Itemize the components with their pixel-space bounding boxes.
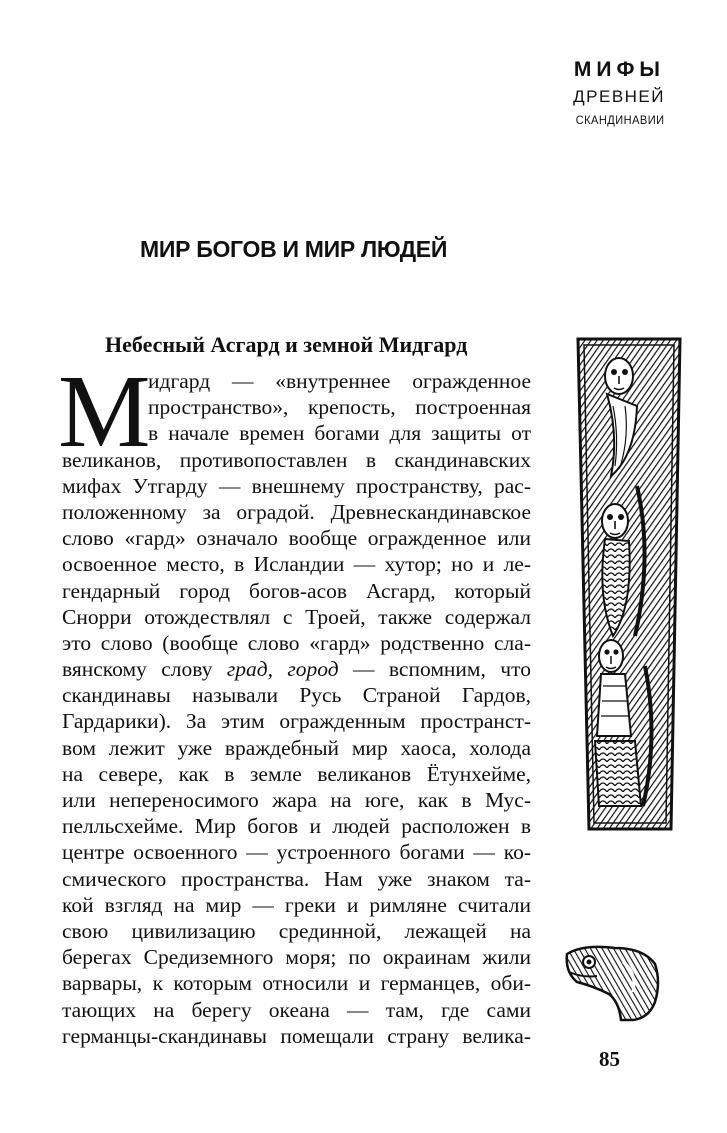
- text-line: вянскому слову град, город — вспомним, что: [62, 657, 531, 682]
- text-line: в начале времен богами для защиты от: [148, 421, 531, 446]
- chapter-title: МИР БОГОВ И МИР ЛЮДЕЙ: [140, 236, 448, 262]
- text-line: пространство», крепость, построенная: [148, 395, 531, 420]
- text-line: положенному за оградой. Древнескандинавское: [62, 499, 531, 524]
- running-header-line3: СКАНДИНАВИИ: [576, 113, 665, 127]
- text-line: это слово (вообще слово «гард» родственно сла-: [62, 630, 531, 655]
- text-line: германцы-скандинавы помещали страну велика-: [62, 1023, 531, 1048]
- text-line: тающих на берегу океана — там, где сами: [62, 997, 531, 1022]
- text-line: гендарный город богов-асов Асгард, который: [62, 578, 531, 603]
- carved-figures-illustration: [575, 336, 683, 832]
- text-line: освоенное место, в Исландии — хутор; но и ле-: [62, 552, 531, 577]
- text-line: берегах Средиземного моря; по окраинам жили: [62, 945, 531, 970]
- text-line: смического пространства. Нам уже знаком та-: [62, 866, 531, 891]
- text-line: Гардарики). За этим огражденным пространст-: [62, 709, 531, 734]
- text-line: вом лежит уже враждебный мир хаоса, холода: [62, 735, 531, 760]
- text-line: Снорри отождествлял с Троей, также содержал: [62, 604, 531, 629]
- text-line: свою цивилизацию срединной, лежащей на: [62, 918, 531, 943]
- text-line: на севере, как в земле великанов Ётунхейме,: [62, 761, 531, 786]
- text-line: варвары, к которым относили и германцев, оби-: [62, 971, 531, 996]
- running-header-line2: ДРЕВНЕЙ: [573, 87, 665, 106]
- section-title: Небесный Асгард и земной Мидгард: [105, 332, 468, 357]
- text-line: пелльсхейме. Мир богов и людей расположен в: [62, 814, 531, 839]
- page-number: 85: [599, 1047, 620, 1071]
- text-line: скандинавы называли Русь Страной Гардов,: [62, 683, 531, 708]
- text-line: центре освоенного — устроенного богами — ко-: [62, 840, 531, 865]
- carved-animal-head-illustration: [563, 942, 663, 1022]
- running-header: [568, 58, 665, 128]
- body-text: [58, 354, 531, 1049]
- text-line: кой взгляд на мир — греки и римляне считали: [62, 892, 531, 917]
- text-line: слово «гард» означало вообще огражденное или: [62, 526, 531, 551]
- text-line: мифах Утгарду — внешнему пространству, рас-: [62, 473, 531, 498]
- text-line: великанов, противопоставлен в скандинавских: [62, 447, 531, 472]
- text-line: идгард — «внутреннее огражденное: [148, 369, 531, 393]
- drop-cap: М: [58, 354, 151, 469]
- running-header-line1: МИФЫ: [573, 58, 665, 81]
- text-line: или непереносимого жара на юге, как в Мус-: [62, 788, 531, 812]
